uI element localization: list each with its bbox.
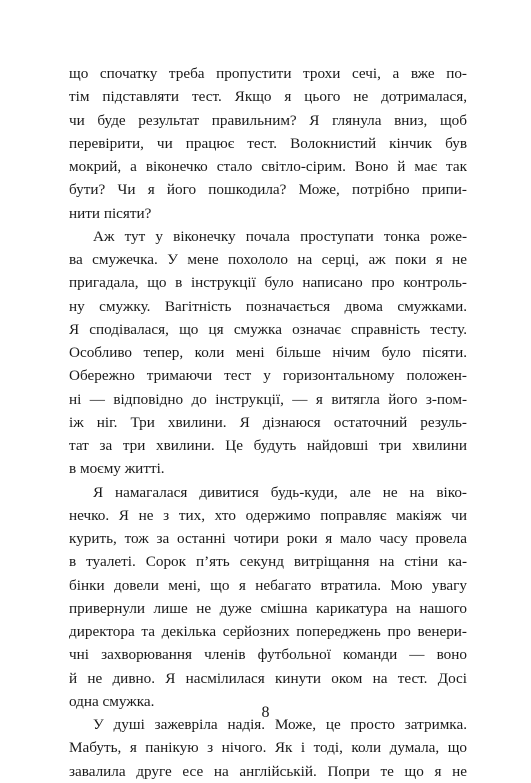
text-line: чи буде результат правильним? Я глянула вниз, щоб (69, 111, 467, 129)
text-line: курить, тож за останні чотири роки я мало часу провела (69, 530, 467, 547)
paragraph-4 (69, 713, 467, 783)
text-line: Я сподівалася, що ця смужка означає справність тесту. (69, 320, 467, 338)
text-line: тім підставляти тест. Якщо я цього не дотрималася, (69, 88, 467, 106)
text-line: У душі зажевріла надія. Може, це просто затримка. (93, 716, 467, 733)
paragraph-1 (69, 62, 467, 225)
text-line: ні — відповідно до інструкції, — я витягла його з-пом- (69, 390, 467, 408)
text-line: іж ніг. Три хвилини. Я дізнаюся остаточний резуль- (69, 413, 467, 431)
text-line: Аж тут у віконечку почала проступати тонка роже- (93, 227, 467, 245)
text-line: в моєму житті. (69, 460, 165, 478)
text-line: привернули лише не дуже смішна карикатура на нашого (69, 599, 467, 617)
text-line: ну смужку. Вагітність позначається двома смужками. (69, 297, 467, 315)
text-line: одна смужка. (69, 692, 155, 710)
text-line: що спочатку треба пропустити трохи сечі, а вже по- (69, 65, 467, 82)
paragraph-2 (69, 225, 467, 481)
text-line: в туалеті. Сорок п’ять секунд витріщання на стіни ка- (69, 553, 467, 571)
text-line: чні захворювання членів футбольної команди — воно (69, 646, 467, 664)
text-line: завалила друге есе на англійській. Попри те що я не (69, 762, 467, 780)
text-line: Особливо тепер, коли мені більше нічим було пісяти. (69, 344, 467, 361)
text-line: Я намагалася дивитися будь-куди, але не на віко- (93, 483, 467, 501)
text-line: тат за три хвилини. Це будуть найдовші три хвилини (69, 437, 467, 454)
text-line: ва смужечка. У мене похололо на серці, аж поки я не (69, 251, 467, 268)
text-line: нечко. Я не з тих, хто одержимо поправляє макіяж чи (69, 506, 467, 524)
text-line: перевірити, чи працює тест. Волокнистий кінчик був (69, 134, 467, 152)
text-line: бінки довели мені, що я небагато втратила. Мою увагу (69, 576, 467, 594)
text-line: мокрий, а віконечко стало світло-сірим. Воно й має так (69, 158, 467, 175)
text-line: бути? Чи я його пошкодила? Може, потрібно припи- (69, 181, 467, 199)
text-line: Обережно тримаючи тест у горизонтальному положен- (69, 367, 467, 385)
paragraph-3 (69, 481, 467, 714)
body-text (69, 62, 467, 783)
text-line: пригадала, що в інструкції було написано про контроль- (69, 274, 467, 292)
text-line: директора та декілька серйозних попереджень про венери- (69, 623, 467, 640)
page-number: 8 (261, 704, 270, 721)
text-line: нити пісяти? (69, 204, 152, 222)
text-line: Мабуть, я панікую з нічого. Як і тоді, коли думала, що (69, 739, 467, 757)
text-line: й не дивно. Я насмілилася кинути оком на тест. Досі (69, 669, 467, 687)
